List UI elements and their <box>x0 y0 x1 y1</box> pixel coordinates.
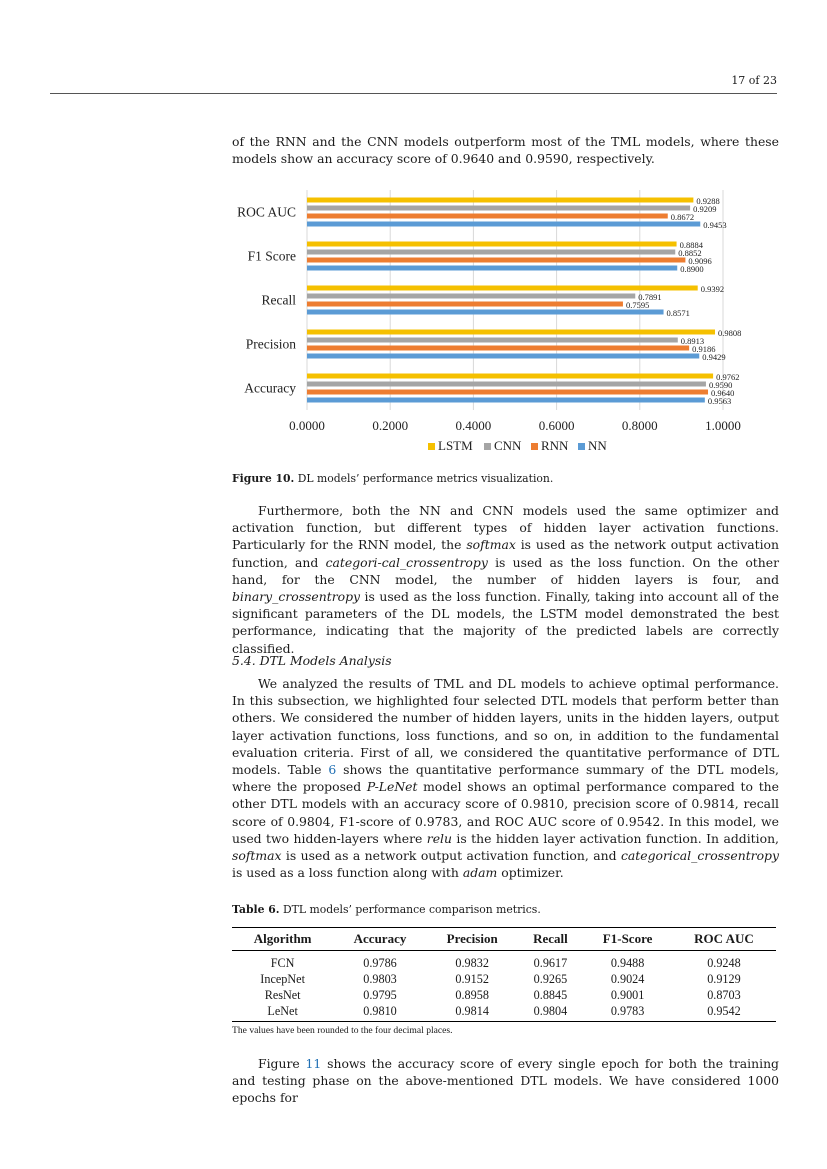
bar-rnn <box>307 214 668 219</box>
x-tick-label: 0.4000 <box>455 418 492 433</box>
figure-10-label: Figure 10. <box>232 472 295 485</box>
para4-text-1: Figure <box>258 1056 306 1071</box>
data-label: 0.9808 <box>718 328 742 338</box>
x-tick-label: 0.8000 <box>621 418 658 433</box>
table-cell: 0.9814 <box>427 1003 518 1022</box>
table-cell: 0.9810 <box>333 1003 426 1022</box>
bar-rnn <box>307 258 685 263</box>
col-header: Recall <box>518 928 584 951</box>
para2-text-1: Furthermore, both the NN and CNN models used the same optimizer and activation function, but different types of hidden layer activation functions. Particularly for the RNN model, the <box>232 503 779 553</box>
para3-emph-relu: relu <box>426 830 452 846</box>
bar-cnn <box>307 250 675 255</box>
table-cell: 0.9786 <box>363 956 397 970</box>
table-cell: LeNet <box>232 1003 333 1022</box>
col-header: Algorithm <box>232 928 333 951</box>
bar-rnn <box>307 390 708 395</box>
category-label: Accuracy <box>244 380 296 396</box>
col-header: Precision <box>427 928 518 951</box>
bar-lstm <box>307 330 715 335</box>
para4-text-2: shows the accuracy score of every single epoch for both the training and testing phase on the above-mentioned DTL models. We have considered 1000 epochs for <box>232 1056 779 1106</box>
table-cell: 0.9832 <box>455 956 489 970</box>
table-cell: 0.9795 <box>363 988 397 1002</box>
data-label: 0.9209 <box>693 204 717 214</box>
table-cell: 0.9265 <box>533 972 568 986</box>
data-label: 0.9392 <box>700 284 725 294</box>
bar-nn <box>307 222 700 227</box>
para3-text-5: is used as a network output activation function, and <box>281 848 621 864</box>
figure-11-reference-link[interactable]: 11 <box>305 1056 322 1071</box>
dl-metrics-chart <box>230 188 780 460</box>
page-number: 17 of 23 <box>731 74 777 87</box>
bar-rnn <box>307 302 623 307</box>
table-6-caption-text: DTL models’ performance comparison metrics. <box>283 903 541 916</box>
para3-text-2: shows the quantitative performance summary of the DTL models, where the proposed <box>232 762 780 795</box>
data-label: 0.8852 <box>678 248 702 258</box>
para2-text-4: is used as the loss function. Finally, taking into account all of the significant parameters of the DL models, the LSTM model demonstrated the best performance, indicating that the majority of the predicted labels are correctly classified. <box>232 589 779 656</box>
category-label: Recall <box>261 292 296 308</box>
bar-nn <box>307 266 677 271</box>
para3-emph-softmax: softmax <box>232 848 282 864</box>
x-tick-label: 0.6000 <box>538 418 575 433</box>
table-header-row <box>232 928 776 951</box>
data-label: 0.8913 <box>680 336 705 346</box>
para3-text-7: optimizer. <box>497 865 564 881</box>
col-header: ROC AUC <box>672 928 776 951</box>
intro-text: of the RNN and the CNN models outperform most of the TML models, where these models show an accuracy score of 0.9640 and 0.9590, respectively. <box>232 134 779 167</box>
para3-text-1: We analyzed the results of TML and DL models to achieve optimal performance. In this subsection, we highlighted four selected DTL models that perform better than others. We considered the number of hidden layers, units in the hidden layers, output layer activation functions, loss functions, and so on, in addition to the fundamental evaluation criteria. First of all, we considered the quantitative performance of DTL models. Table <box>232 676 779 778</box>
data-label: 0.8900 <box>680 264 704 274</box>
data-label: 0.9288 <box>696 196 720 206</box>
table-cell: 0.8703 <box>707 988 741 1002</box>
legend-label: CNN <box>494 438 522 453</box>
bar-cnn <box>307 382 706 387</box>
data-label: 0.9186 <box>692 344 716 354</box>
x-tick-label: 1.0000 <box>705 418 741 433</box>
para3-emph-categorical: categorical_crossentropy <box>620 848 779 864</box>
table-row <box>232 1003 776 1022</box>
table-6-reference-link[interactable]: 6 <box>328 762 337 778</box>
bar-nn <box>307 354 699 359</box>
bar-lstm <box>307 198 693 203</box>
legend-label: RNN <box>541 438 569 453</box>
data-label: 0.9590 <box>708 380 733 390</box>
para3-emph-plenet: P-LeNet <box>366 779 418 795</box>
legend-swatch-nn <box>578 443 585 450</box>
bar-lstm <box>307 374 713 379</box>
table-cell: ResNet <box>264 988 301 1002</box>
para2-text-3: is used as the loss function. On the other hand, for the CNN model, the number of hidden layers is four, and <box>232 554 780 587</box>
col-header: F1-Score <box>583 928 672 951</box>
bar-rnn <box>307 346 689 351</box>
para3-text-4: is the hidden layer activation function. In addition, <box>452 830 779 846</box>
paragraph-figure-11 <box>232 1055 779 1107</box>
dtl-performance-table <box>232 927 776 1022</box>
table-cell: 0.9783 <box>583 1003 672 1022</box>
bar-cnn <box>307 338 678 343</box>
table-cell: 0.9248 <box>707 956 741 970</box>
x-tick-label: 0.0000 <box>289 418 325 433</box>
table-cell: 0.9001 <box>610 988 645 1002</box>
category-label: ROC AUC <box>237 204 296 220</box>
intro-paragraph <box>232 133 779 167</box>
col-header: Accuracy <box>333 928 426 951</box>
data-label: 0.9096 <box>688 256 712 266</box>
figure-10-caption <box>232 472 779 485</box>
figure-10-caption-text: DL models’ performance metrics visualization. <box>297 472 554 485</box>
table-row <box>232 951 776 972</box>
table-cell: 0.9804 <box>518 1003 584 1022</box>
para3-text-6: is used as a loss function along with <box>232 865 463 881</box>
table-cell: 0.9542 <box>672 1003 776 1022</box>
bar-nn <box>307 310 664 315</box>
table-cell: 0.9129 <box>707 972 741 986</box>
data-label: 0.7891 <box>638 292 662 302</box>
table-row <box>232 987 776 1003</box>
data-label: 0.9640 <box>711 388 735 398</box>
section-heading <box>232 652 779 669</box>
legend-label: NN <box>588 438 607 453</box>
table-cell: 0.8958 <box>455 988 489 1002</box>
data-label: 0.8672 <box>670 212 695 222</box>
data-label: 0.8884 <box>679 240 703 250</box>
data-label: 0.8571 <box>666 308 690 318</box>
paragraph-dl-models <box>232 502 779 657</box>
legend-swatch-lstm <box>428 443 435 450</box>
para3-text-3: model shows an optimal performance compared to the other DTL models with an accuracy score of 0.9810, precision score of 0.9814, recall score of 0.9804, F1-score of 0.9783, and ROC AUC score of 0.9542. In this model, we used two hidden-layers where <box>232 779 779 846</box>
category-label: Precision <box>245 336 296 352</box>
table-row <box>232 971 776 987</box>
para2-emph-binary: binary_crossentropy <box>232 589 361 605</box>
para3-emph-adam: adam <box>462 865 498 881</box>
bar-nn <box>307 398 705 403</box>
table-cell: IncepNet <box>260 972 305 986</box>
section-5-4-heading: 5.4. DTL Models Analysis <box>232 653 392 668</box>
data-label: 0.7595 <box>625 300 650 310</box>
para2-emph-softmax: softmax <box>466 537 516 553</box>
x-tick-label: 0.2000 <box>372 418 409 433</box>
table-cell: 0.9488 <box>610 956 645 970</box>
table-cell: 0.9803 <box>363 972 397 986</box>
category-label: F1 Score <box>247 248 296 264</box>
para2-text-2: is used as the network output activation function, and <box>232 537 780 570</box>
table-cell: FCN <box>270 956 295 970</box>
data-label: 0.9762 <box>716 372 740 382</box>
bar-cnn <box>307 206 690 211</box>
legend-swatch-rnn <box>531 443 538 450</box>
legend-label: LSTM <box>438 438 473 453</box>
table-cell: 0.9617 <box>533 956 568 970</box>
para2-emph-categorical: categori-cal_crossentropy <box>325 554 488 570</box>
table-6-caption <box>232 903 779 916</box>
paragraph-dtl-models <box>232 675 779 881</box>
table-cell: 0.8845 <box>533 988 568 1002</box>
bar-lstm <box>307 286 698 291</box>
header-rule <box>50 93 777 94</box>
table-6-label: Table 6. <box>232 903 280 916</box>
bar-lstm <box>307 242 677 247</box>
table-cell: 0.9024 <box>610 972 645 986</box>
table-cell: 0.9152 <box>455 972 489 986</box>
legend-swatch-cnn <box>484 443 491 450</box>
data-label: 0.9429 <box>702 352 726 362</box>
data-label: 0.9453 <box>703 220 727 230</box>
data-label: 0.9563 <box>707 396 732 406</box>
table-6-note: The values have been rounded to the four decimal places. <box>232 1025 453 1036</box>
bar-cnn <box>307 294 635 299</box>
